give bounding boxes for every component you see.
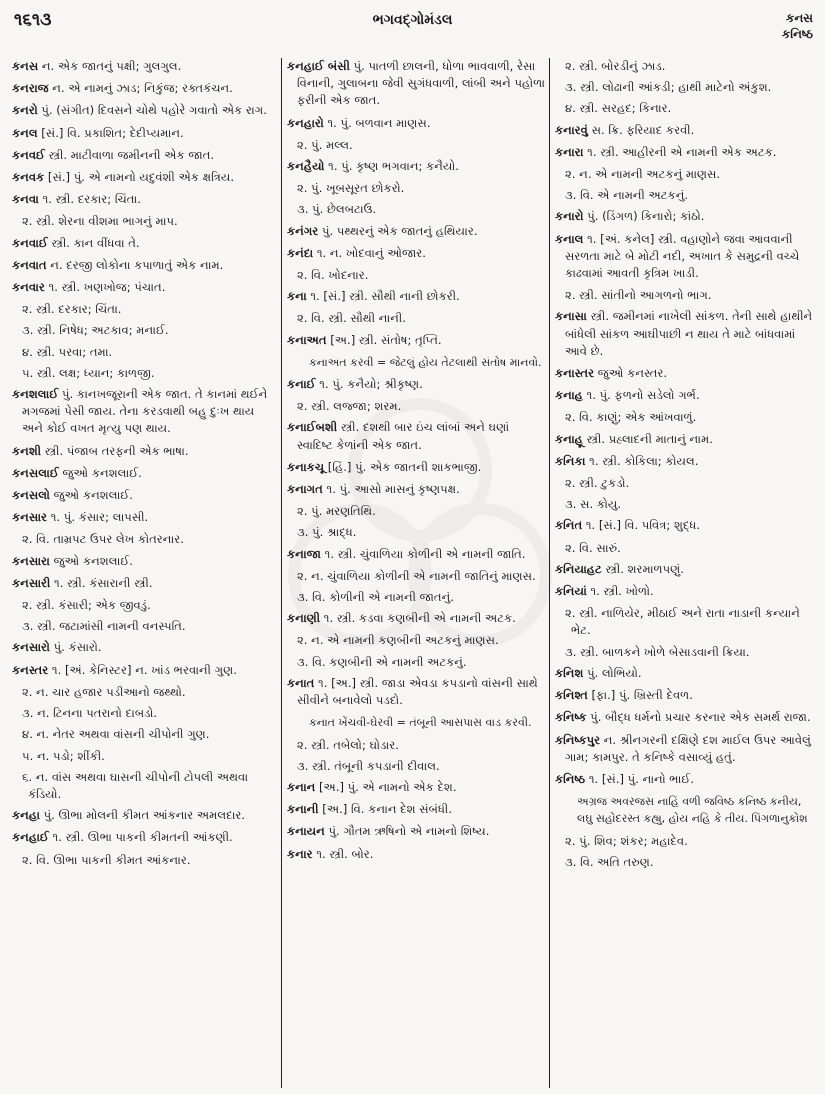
sense-line bbox=[555, 475, 817, 492]
definition-text: ૨. વિ. ઊભા પાકની કીમત આંકનાર. bbox=[22, 852, 191, 867]
dictionary-entry bbox=[555, 365, 817, 382]
definition-text: ૧. [સં.] વિ. પવિત્ર; શુદ્ધ. bbox=[582, 518, 701, 533]
definition-text: પું. ઊભા મોલની કીમત આંકનાર અમલદાર. bbox=[39, 808, 246, 823]
definition-text: [અ.] પું. એ નામનો એક દેશ. bbox=[315, 779, 457, 794]
definition-text: ૩. પું. છેલબટાઉ. bbox=[297, 202, 377, 217]
sense-line bbox=[287, 632, 545, 649]
dictionary-entry bbox=[287, 288, 545, 305]
headword: કનાહૂ bbox=[555, 431, 583, 446]
definition-text: ૨. ન. એ નામની અટકનું માણસ. bbox=[565, 167, 721, 182]
dictionary-entry bbox=[555, 122, 817, 139]
definition-text: ૨. સ્ત્રી. સાંતીનો આગળનો ભાગ. bbox=[565, 288, 712, 303]
definition-text: ૧. [સં.] સ્ત્રી. સૌથી નાની છોકરી. bbox=[306, 289, 460, 304]
definition-text: [અ.] વિ. કનાન દેશ સંબંધી. bbox=[318, 802, 452, 817]
sense-line bbox=[555, 833, 817, 850]
definition-text: ૩. સ. કોયુ. bbox=[565, 497, 622, 512]
sense-line bbox=[12, 531, 277, 548]
headword: કનસાર bbox=[12, 510, 48, 525]
definition-text: ન. શ્રીનગરની દક્ષિણે દશ માઈલ ઉપર આવેલું ગામ; કામપુર. તે કનિષ્કે વસાવ્યું હતું. bbox=[565, 732, 811, 764]
sense-line bbox=[555, 644, 817, 661]
sense-line bbox=[12, 618, 277, 635]
headword: કનશી bbox=[12, 443, 42, 458]
dictionary-entry bbox=[12, 191, 277, 208]
headword: કનહાઈ બંસી bbox=[287, 59, 350, 73]
sense-line bbox=[12, 597, 277, 614]
headword: કનવા bbox=[12, 192, 39, 207]
sense-line bbox=[555, 58, 817, 75]
definition-text: ૨. વિ. સ્ત્રી. સૌથી નાની. bbox=[297, 311, 406, 326]
definition-text: પું. કંસારો. bbox=[49, 640, 102, 655]
dictionary-entry bbox=[12, 487, 277, 504]
headword: કનહા bbox=[12, 808, 40, 823]
dictionary-entry bbox=[12, 639, 277, 656]
headword: કનવાત bbox=[12, 257, 47, 272]
dictionary-entry bbox=[12, 80, 277, 97]
definition-text: ૧. પું. આસો માસનું કૃષ્ણપક્ષ. bbox=[322, 482, 460, 497]
dictionary-entry bbox=[287, 376, 545, 393]
dictionary-entry bbox=[555, 709, 817, 726]
sense-line bbox=[12, 322, 277, 339]
definition-text: [સં.] પું. એ નામનો યદુવંશી એક ક્ષત્રિય. bbox=[44, 170, 235, 185]
definition-text: ૪. સ્ત્રી. સરહદ; કિનાર. bbox=[565, 101, 672, 116]
dictionary-entry bbox=[12, 102, 277, 119]
sense-line bbox=[287, 758, 545, 775]
headword: કનિશ bbox=[555, 665, 584, 680]
sense-line bbox=[555, 166, 817, 183]
sense-line bbox=[555, 100, 817, 117]
definition-text: પું. બૌદ્ધ ધર્મનો પ્રચાર કરનાર એક સમર્થ રાજા. bbox=[586, 710, 811, 725]
dictionary-entry bbox=[12, 829, 277, 846]
definition-text: સ્ત્રી. દશથી બાર ઇંચ લાંબાં અને ઘણાં સ્વાદિષ્ટ કેળાંની એક જાત. bbox=[297, 420, 510, 452]
sense-line bbox=[287, 589, 545, 606]
dictionary-entry bbox=[555, 665, 817, 682]
headword: કનરો bbox=[12, 103, 38, 118]
headword: કનસલો bbox=[12, 488, 50, 503]
definition-text: સ્ત્રી. શરમાળપણું. bbox=[601, 561, 684, 576]
headword: કનાસ્તર bbox=[555, 366, 595, 381]
definition-text: સ. ક્રિ. ફરિયાદ કરવી. bbox=[587, 122, 695, 137]
definition-text: ૧. પું. કૃષ્ણ ભગવાન; કનૈયો. bbox=[324, 159, 459, 174]
headword: કનાકચૂ bbox=[287, 459, 325, 474]
headword: કનસારી bbox=[12, 575, 51, 590]
definition-text: ૩. ન. ટિનના પતરાનો દાબડો. bbox=[22, 706, 158, 721]
definition-text: પું. પથ્થરનું એક જાતનું હથિયાર. bbox=[318, 223, 478, 238]
headword: કનિષ્ક bbox=[555, 710, 587, 725]
headword: કનાઈબશી bbox=[287, 420, 338, 435]
definition-text: ૧. સ્ત્રી. કંસારાની સ્ત્રી. bbox=[50, 575, 153, 590]
dictionary-entry bbox=[12, 662, 277, 679]
headword: કનસારો bbox=[12, 640, 50, 655]
page-header bbox=[0, 0, 825, 56]
definition-text: કનાત ખેંચવી-ઘેરવી = તંબૂની આસપાસ વાડ કરવી. bbox=[309, 716, 532, 730]
sense-line bbox=[287, 503, 545, 520]
sense-line bbox=[12, 301, 277, 318]
sense-line bbox=[12, 769, 277, 803]
definition-text: સ્ત્રી. જમીનમાં નાખેલી સાંકળ. તેની સાથે હાથીને બાંધેલી સાંકળ આઘીપાછી ન થાય તે માટે બાંધવામાં આવે છે. bbox=[565, 309, 813, 358]
definition-text: [હિં.] પું. એક જાતની શાકભાજી. bbox=[324, 459, 482, 474]
dictionary-entry bbox=[12, 257, 277, 274]
definition-text: ૨. વિ. તામ્રપટ ઉપર લેખ કોતરનાર. bbox=[22, 532, 184, 547]
definition-text: ૨. ન. ચાર હજાર પડીઆનો જથ્થો. bbox=[22, 684, 186, 699]
dictionary-entry bbox=[12, 147, 277, 164]
dictionary-entry bbox=[555, 431, 817, 448]
headword: કનવઈ bbox=[12, 147, 45, 162]
dictionary-entry bbox=[287, 481, 545, 498]
definition-text: ૧. [અં. કનેલ] સ્ત્રી. વહાણોને જવા આવવાની સરળતા માટે બે મોટી નદી, અખાત કે સમુદ્રની વચ્ચે કાઢવામાં આવતી કૃત્રિમ ખાડી. bbox=[565, 231, 800, 281]
definition-text: ૧. [અ.] સ્ત્રી. જાડા એવડા કપડાનો વાંસની સાથે સીવીને બનાવેલો પડદો. bbox=[297, 675, 538, 708]
sense-line bbox=[287, 310, 545, 327]
dictionary-entry bbox=[287, 58, 545, 110]
dictionary-entry bbox=[12, 169, 277, 186]
headword: કનાગત bbox=[287, 482, 323, 497]
definition-text: ૩. સ્ત્રી. નિષેધ; અટકાવ; મનાઈ. bbox=[22, 323, 169, 338]
headword: કનાન bbox=[287, 779, 316, 794]
sense-line bbox=[12, 748, 277, 765]
definition-text: સ્ત્રી. પંજાબ તરફની એક ભાષા. bbox=[41, 443, 189, 458]
dictionary-entry bbox=[555, 517, 817, 534]
dictionary-entry bbox=[555, 208, 817, 225]
sense-line bbox=[12, 365, 277, 382]
headword: કનારા bbox=[555, 144, 584, 159]
headword: કનાત bbox=[287, 675, 315, 690]
definition-text: પું. (ડિંગળ) કિનારો; કાંઠો. bbox=[583, 209, 705, 224]
definition-text: ૩. સ્ત્રી. જટામાંસી નામની વનસ્પતિ. bbox=[22, 619, 186, 634]
dictionary-entry bbox=[555, 387, 817, 404]
headword: કનારો bbox=[555, 209, 584, 224]
column-divider bbox=[281, 58, 282, 1088]
headword: કનવક bbox=[12, 170, 45, 185]
dictionary-entry bbox=[287, 245, 545, 262]
guide-word-last: કનિષ્ઠ bbox=[781, 27, 813, 41]
definition-text: ૨. ન. એ નામની કણબીની અટકનું માણસ. bbox=[297, 633, 499, 648]
sense-line bbox=[12, 726, 277, 743]
headword: કનાઈ bbox=[287, 377, 316, 392]
dictionary-entry bbox=[287, 223, 545, 240]
headword: કનિશ્ત bbox=[555, 688, 588, 703]
definition-text: ન. દરજી લોકોના કપાળાતું એક નામ. bbox=[46, 257, 224, 272]
dictionary-entry bbox=[555, 561, 817, 578]
definition-text: ૩. વિ. એ નામની અટકનું. bbox=[565, 188, 689, 203]
dictionary-entry bbox=[287, 115, 545, 132]
dictionary-column-2 bbox=[287, 58, 545, 1088]
dictionary-entry bbox=[555, 771, 817, 788]
dictionary-entry bbox=[287, 801, 545, 818]
headword: કના bbox=[287, 289, 307, 304]
definition-text: ૨. પું. મરણતિથિ. bbox=[297, 504, 376, 519]
dictionary-entry bbox=[287, 158, 545, 175]
definition-text: ૨. સ્ત્રી. કંસારી; એક જીવડું. bbox=[22, 598, 151, 613]
definition-text: જુઓ કનશલાઈ. bbox=[49, 553, 133, 568]
dictionary-entry bbox=[12, 465, 277, 482]
headword: કનવાર bbox=[12, 280, 45, 295]
headword: કનિષ્ઠ bbox=[555, 771, 586, 786]
headword: કનસ bbox=[12, 59, 39, 73]
definition-text: ૨. સ્ત્રી. બોરડીનું ઝાડ. bbox=[565, 59, 666, 73]
dictionary-entry bbox=[12, 509, 277, 526]
definition-text: ૨. વિ. ખોદનાર. bbox=[297, 268, 369, 283]
dictionary-entry bbox=[12, 553, 277, 570]
sense-line bbox=[555, 287, 817, 304]
definition-text: પું. ગૌતમ ઋષિનો એ નામનો શિષ્ય. bbox=[324, 824, 490, 839]
dictionary-entry bbox=[287, 846, 545, 863]
definition-text: ૧. પું. ફળનો સડેલો ગર્ભ. bbox=[582, 388, 700, 403]
headword: કનસ્તર bbox=[12, 662, 49, 677]
usage-example bbox=[287, 354, 545, 371]
sense-line bbox=[555, 854, 817, 871]
definition-text: ૨. પું. શિવ; શંકર; મહાદેવ. bbox=[565, 833, 688, 848]
definition-text: ૩. પું. શ્રાદ્ધ. bbox=[297, 525, 357, 540]
dictionary-entry bbox=[12, 125, 277, 142]
usage-example bbox=[555, 793, 817, 827]
sense-line bbox=[555, 409, 817, 426]
sense-line bbox=[287, 737, 545, 754]
definition-text: સ્ત્રી. કાન વીંધવા તે. bbox=[47, 235, 140, 250]
definition-text: ૩. સ્ત્રી. બાળકને ખોળે બેસાડવાની ક્રિયા. bbox=[565, 644, 750, 659]
sense-line bbox=[287, 568, 545, 585]
definition-text: ૧. સ્ત્રી. દરકાર; ચિંતા. bbox=[38, 192, 141, 207]
definition-text: ૧. પું. કનૈયો; શ્રીકૃષ્ણ. bbox=[315, 377, 423, 392]
headword: કનહૈયો bbox=[287, 159, 325, 174]
definition-text: ૧. સ્ત્રી. ખોળો. bbox=[586, 584, 654, 599]
definition-text: ૧. પું. કંસાર; લાપસી. bbox=[47, 510, 149, 525]
headword: કનાજા bbox=[287, 546, 321, 561]
definition-text: ૧. પું. બળવાન માણસ. bbox=[323, 115, 431, 130]
definition-text: ૨. સ્ત્રી. તબેલો; ઘોડાર. bbox=[297, 737, 399, 752]
headword: કનાલ bbox=[555, 231, 584, 246]
definition-text: ન. એ નામનું ઝાડ; નિકુંજ; રક્તકંચન. bbox=[48, 81, 233, 96]
headword: કનિકા bbox=[555, 453, 586, 468]
sense-line bbox=[555, 540, 817, 557]
guide-word-first: કનસ bbox=[785, 11, 813, 25]
definition-text: ૨. સ્ત્રી. ટુકડો. bbox=[565, 476, 630, 491]
headword: કનહાઈ bbox=[12, 830, 49, 845]
definition-text: ૨. સ્ત્રી. નાળિયેર, મીઠાઈ અને રાતા નાડાની કન્યાને ભેટ. bbox=[565, 606, 800, 638]
usage-example bbox=[287, 714, 545, 731]
headword: કનસારા bbox=[12, 553, 50, 568]
dictionary-entry bbox=[12, 386, 277, 438]
definition-text: ૨. વિ. સારું. bbox=[565, 540, 621, 555]
definition-text: પું. (સંગીત) દિવસને ચોથે પહોરે ગવાતો એક રાગ. bbox=[37, 103, 267, 118]
dictionary-entry bbox=[287, 675, 545, 709]
definition-text: ન. એક જાતનું પક્ષી; ગુલગુલ. bbox=[38, 59, 182, 73]
definition-text: ૧. સ્ત્રી. આહીરની એ નામની એક અટક. bbox=[583, 144, 777, 159]
headword: કનશલાઈ bbox=[12, 387, 59, 402]
definition-text: ૧. સ્ત્રી. કોકિલા; કોયલ. bbox=[585, 453, 699, 468]
definition-text: ૩. સ્ત્રી. લોઢાની આંકડી; હાથી માટેનો અંકુશ. bbox=[565, 80, 772, 95]
headword: કનિયાહટ bbox=[555, 561, 602, 576]
sense-line bbox=[555, 79, 817, 96]
definition-text: ૨. વિ. કાણું; એક આંખવાળું. bbox=[565, 410, 697, 425]
dictionary-entry bbox=[287, 546, 545, 563]
sense-line bbox=[287, 267, 545, 284]
headword: કનસલાઈ bbox=[12, 465, 59, 480]
dictionary-entry bbox=[287, 823, 545, 840]
definition-text: જુઓ કનસ્તર. bbox=[594, 366, 668, 381]
dictionary-column-1 bbox=[12, 58, 277, 1088]
sense-line bbox=[555, 496, 817, 513]
definition-text: પું. પાતળી છાલની, ધોળા ભાવવાળી, રેસા વિનાની, ગુલાબના જેવી સુગંધવાળી, લાંબી અને પહોળા ફરીની એક જાત. bbox=[297, 59, 545, 108]
dictionary-entry bbox=[12, 807, 277, 824]
dictionary-entry bbox=[287, 610, 545, 627]
definition-text: પું. લોભિયો. bbox=[583, 665, 642, 680]
page-number: ૧૬૧૩ bbox=[14, 10, 52, 30]
headword: કનાઅત bbox=[287, 332, 327, 347]
headword: કનહારો bbox=[287, 115, 324, 130]
dictionary-entry bbox=[555, 687, 817, 704]
definition-text: ૩. વિ. અતિ તરુણ. bbox=[565, 854, 654, 869]
sense-line bbox=[12, 705, 277, 722]
dictionary-entry bbox=[12, 443, 277, 460]
definition-text: ૩. વિ. કોળીની એ નામની જાતનું. bbox=[297, 590, 454, 605]
dictionary-entry bbox=[555, 308, 817, 360]
guide-words bbox=[782, 10, 813, 42]
dictionary-entry bbox=[555, 144, 817, 161]
definition-text: ૨. પું. મલ્લ. bbox=[297, 137, 353, 152]
definition-text: અગ્રજ અવરજસ નાહિં વળી જવિષ્ઠ કનિષ્ઠ કનીય, લઘુ સહોદરસ્ત કહ્યુ, હોય નહિ કે તીય. પિંગળાનુકોશ bbox=[577, 795, 808, 826]
definition-text: ૩. વિ. કણબીની એ નામની અટકનું. bbox=[297, 654, 467, 669]
headword: કનાહ bbox=[555, 388, 583, 403]
definition-text: ૨. સ્ત્રી. લજ્જા; શરમ. bbox=[297, 399, 402, 414]
sense-line bbox=[12, 852, 277, 869]
definition-text: ૧. [અં. કેનિસ્ટર] ન. ખાંડ ભરવાની ગુણ. bbox=[48, 662, 237, 677]
headword: કનાસા bbox=[555, 309, 587, 324]
dictionary-entry bbox=[12, 279, 277, 296]
column-divider bbox=[549, 58, 550, 1088]
headword: કનવાઈ bbox=[12, 235, 48, 250]
definition-text: ૪. ન. નેતર અથવા વાંસની ચીપોની ગુણ. bbox=[22, 727, 210, 742]
sense-line bbox=[555, 187, 817, 204]
sense-line bbox=[12, 344, 277, 361]
dictionary-entry bbox=[555, 732, 817, 766]
definition-text: [અ.] સ્ત્રી. સંતોષ; તૃપ્તિ. bbox=[326, 332, 442, 347]
definition-text: ૧. [સં.] પું. નાનો ભાઈ. bbox=[585, 771, 695, 786]
dictionary-entry bbox=[287, 459, 545, 476]
dictionary-column-3 bbox=[555, 58, 817, 1088]
dictionary-entry bbox=[287, 332, 545, 349]
sense-line bbox=[287, 398, 545, 415]
definition-text: ૧. સ્ત્રી. ચુંવાળિયા કોળીની એ નામની જાતિ. bbox=[321, 546, 526, 561]
sense-line bbox=[287, 180, 545, 197]
definition-text: ૧. સ્ત્રી. ઊભા પાકની કીમતની આંકણી. bbox=[48, 830, 233, 845]
sense-line bbox=[555, 605, 817, 639]
definition-text: [ફા.] પું. ખ્રિસ્તી દેવળ. bbox=[587, 688, 693, 703]
definition-text: પું. કાનખજૂરાની એક જાત. તે કાનમાં થઈને મગજમાં પેસી જાય. તેના કરડવાથી બહુ દુઃખ થાય અને કોઈ વખત મૃત્યુ પણ થાય. bbox=[22, 387, 268, 436]
headword: કનલ bbox=[12, 125, 38, 140]
definition-text: ૩. સ્ત્રી. તંબૂની કપડાની દીવાલ. bbox=[297, 758, 440, 773]
definition-text: ૨. સ્ત્રી. દરકાર; ચિંતા. bbox=[22, 302, 122, 317]
headword: કનિષ્કપુર bbox=[555, 732, 601, 747]
definition-text: ૪. સ્ત્રી. પરવા; તમા. bbox=[22, 344, 113, 359]
headword: કનારવું bbox=[555, 122, 588, 137]
sense-line bbox=[287, 201, 545, 218]
definition-text: ૧. સ્ત્રી. કડવા કણબીની એ નામની અટક. bbox=[320, 611, 516, 626]
headword: કનાણી bbox=[287, 611, 321, 626]
book-title: ભગવદ્ગોમંડલ bbox=[372, 12, 453, 28]
headword: કનરાજ bbox=[12, 81, 49, 96]
headword: કનંદા bbox=[287, 245, 314, 260]
definition-text: સ્ત્રી. માટીવાળા જમીનની એક જાત. bbox=[45, 147, 215, 162]
definition-text: ૨. સ્ત્રી. શેરના વીશમા ભાગનું માપ. bbox=[22, 214, 178, 229]
sense-line bbox=[12, 213, 277, 230]
dictionary-entry bbox=[12, 58, 277, 75]
definition-text: સ્ત્રી. પ્રહ્લાદની માતાનું નામ. bbox=[582, 431, 713, 446]
headword: કનાયન bbox=[287, 824, 325, 839]
dictionary-entry bbox=[12, 235, 277, 252]
dictionary-entry bbox=[287, 779, 545, 796]
definition-text: જુઓ કનશલાઈ. bbox=[58, 465, 142, 480]
definition-text: ૫. ન. પડો; શીંકી. bbox=[22, 748, 105, 763]
sense-line bbox=[12, 684, 277, 701]
headword: કનાર bbox=[287, 846, 313, 861]
headword: કનિત bbox=[555, 518, 583, 533]
sense-line bbox=[287, 524, 545, 541]
headword: કનંગર bbox=[287, 223, 319, 238]
definition-text: ૧. ન. ખોદવાનું ઓજાર. bbox=[313, 245, 426, 260]
definition-text: ૧. સ્ત્રી. બોર. bbox=[312, 846, 374, 861]
dictionary-entry bbox=[555, 583, 817, 600]
sense-line bbox=[287, 137, 545, 154]
definition-text: ૨. ન. ચુંવાળિયા કોળીની એ નામની જાતિનું માણસ. bbox=[297, 568, 536, 583]
definition-text: ૬. ન. વાંસ અથવા ઘાસની ચીપોની ટોપલી અથવા કંડિયો. bbox=[22, 769, 249, 801]
dictionary-entry bbox=[12, 575, 277, 592]
sense-line bbox=[287, 654, 545, 671]
definition-text: ૫. સ્ત્રી. લક્ષ; ધ્યાન; કાળજી. bbox=[22, 365, 155, 380]
dictionary-entry bbox=[287, 419, 545, 453]
definition-text: [સં.] વિ. પ્રકાશિત; દેદીપ્યમાન. bbox=[37, 125, 184, 140]
definition-text: કનાઅત કરવી = જેટલું હોય તેટલાથી સંતોષ માનવો. bbox=[309, 355, 542, 369]
definition-text: ૧. સ્ત્રી. ખણખોજ; પંચાત. bbox=[44, 280, 166, 295]
definition-text: જુઓ કનશલાઈ. bbox=[49, 488, 133, 503]
headword: કનિયાં bbox=[555, 584, 587, 599]
definition-text: ૨. પું. ખૂબસૂરત છોકરો. bbox=[297, 181, 405, 196]
dictionary-entry bbox=[555, 231, 817, 283]
dictionary-entry bbox=[555, 453, 817, 470]
headword: કનાની bbox=[287, 802, 319, 817]
